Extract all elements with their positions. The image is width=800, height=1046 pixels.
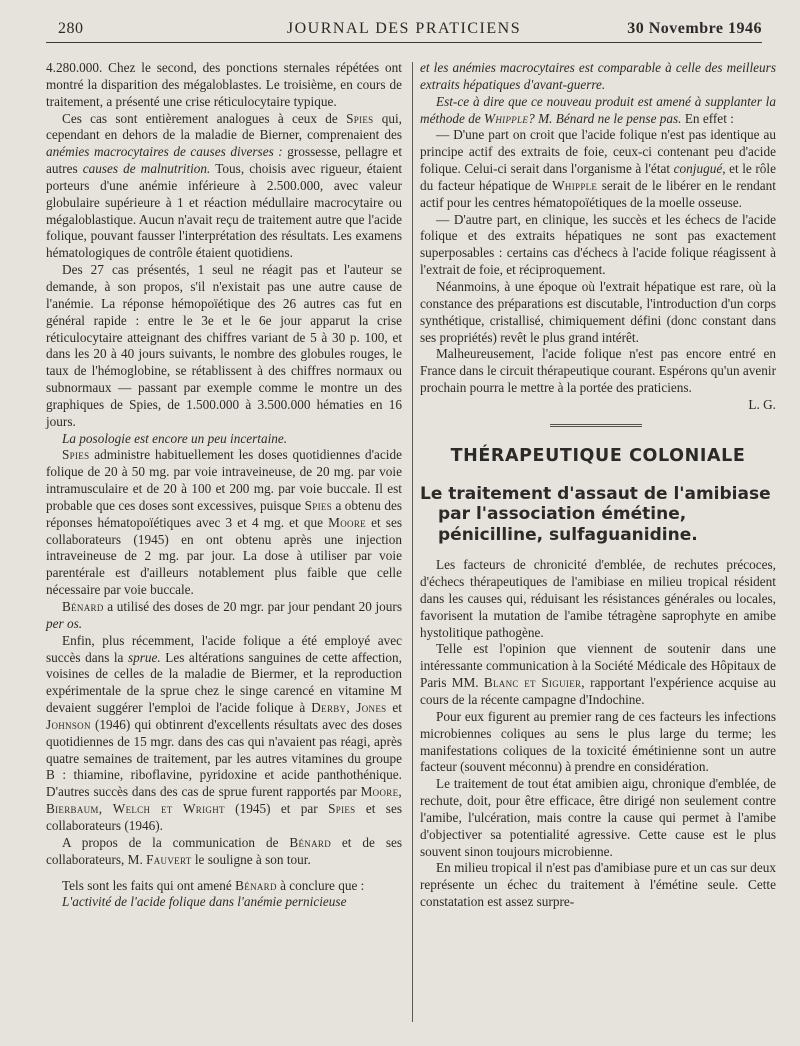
right-column <box>420 60 776 911</box>
author-name: Derby, Jones <box>311 700 387 716</box>
italic-run: et les anémies macrocytaires est comparable à celle des meilleurs extraits hépatiques d'avant-guerre. <box>420 60 776 92</box>
text-run: et le rôle du facteur hépatique de <box>420 161 776 193</box>
paragraph <box>420 641 776 708</box>
author-name: Johnson <box>46 716 91 732</box>
paragraph <box>46 633 402 835</box>
text-run: Néanmoins, à une époque où l'extrait hépatique est rare, où la constance des préparations est discutable, l'introduction d'un corps synthétique, cristallisé, chimiquement défini (donc constant dans ses propriétés) revêt le plus grand intérêt. <box>420 278 776 345</box>
text-run: Telle est l'opinion que viennent de soutenir dans une intéressante communication à la Société Médicale des Hôpitaux de Paris MM. <box>420 641 776 691</box>
paragraph <box>420 212 776 279</box>
italic-run: conjugué, <box>673 161 726 177</box>
author-name: Whipple <box>552 177 598 193</box>
text-run: Tels sont les faits qui ont amené <box>62 877 236 893</box>
text-run: à conclure que : <box>276 877 365 893</box>
italic-run: ? M. Bénard ne le pense pas. <box>528 110 682 126</box>
author-name: Fauvert <box>146 851 192 867</box>
ornament-divider <box>420 418 776 432</box>
paragraph <box>420 776 776 860</box>
left-column <box>46 60 402 911</box>
text-run: et ses collaborateurs (1945) en ont obtenu après une injection intraveineuse de 2 mg. par jour. La dose à utiliser par voie parentérale est d'ailleurs notablement plus faible que celle nécessaire par voie buccale. <box>46 514 403 598</box>
author-name: Bénard <box>289 834 332 850</box>
paragraph <box>46 447 402 599</box>
text-run: 4.280.000. Chez le second, des ponctions sternales répétées ont montré la disparition des mégaloblastes. Le troisième, en cours de traitement, a présenté une crise réticulocytaire typique. <box>46 60 402 109</box>
article-title: Le traitement d'assaut de l'amibiase par l'association émétine, pénicilline, sulfaguanidine. <box>420 483 771 545</box>
text-run: rapportant l'expérience acquise au cours de la récente campagne d'Indochine. <box>420 675 776 707</box>
paragraph <box>420 279 776 346</box>
issue-date: 30 Novembre 1946 <box>627 20 762 37</box>
paragraph <box>46 835 402 869</box>
author-name: Whipple <box>484 110 529 126</box>
text-run: et ses collaborateurs (1946). <box>46 801 402 833</box>
paragraph <box>46 894 402 911</box>
paragraph <box>46 878 402 895</box>
text-run: Les facteurs de chronicité d'emblée, de rechutes précoces, d'échecs thérapeutiques de l'amibiase en milieu tropical résident dans les causes qui, réduisant les résistances générales ou locales, favorisent la mutation de l'amibe tétragène saprophyte en amibe hystolitique pathogène. <box>420 557 776 640</box>
text-run: Enfin, plus récemment, l'acide folique a été employé avec succès dans la <box>46 632 402 665</box>
paragraph <box>46 111 402 263</box>
paragraph <box>420 557 776 641</box>
section-title: THÉRAPEUTIQUE COLONIALE <box>450 445 746 466</box>
paragraph <box>46 599 402 633</box>
text-run: serait de le libérer en le rendant actif pour les centres hématopoïétiques de la moelle osseuse. <box>420 177 776 210</box>
text-run: Ces cas sont entièrement analogues à ceux de <box>62 110 347 126</box>
text-run: En milieu tropical il n'est pas d'amibiase pure et un cas sur deux représente un échec du traitement à l'émétine seule. Cette constatation est assez surpre- <box>420 860 776 910</box>
italic-run: causes de malnutrition. <box>82 161 211 177</box>
text-run: (1946) qui obtinrent d'excellents résultats avec des doses quotidiennes de 15 mgr. dans des cas qui n'avaient pas réagi, après quatre semaines de traitement, par les autres vitamines du groupe B : thiamine, riboflavine, pyridoxine et acide panthothénique. D'autres succès dans des cas de sprue furent rapportés par <box>46 716 402 800</box>
italic-run: L'activité de l'acide folique dans l'anémie pernicieuse <box>62 894 347 910</box>
text-run: et de ses collaborateurs, M. <box>46 834 403 867</box>
italic-run: anémies macrocytaires de causes diverses : <box>46 144 283 160</box>
author-name: Spies <box>328 801 356 817</box>
text-run: qui, cependant en dehors de la maladie de Bierner, comprenaient des <box>46 110 402 143</box>
author-name: Bénard <box>235 877 277 893</box>
text-run: a obtenu des réponses hématopoïétiques avec 3 et 4 mg. et que <box>46 497 402 530</box>
author-name: Moore, Bierbaum, Welch et Wright <box>46 784 402 817</box>
paragraph <box>420 94 776 128</box>
author-name: Spies <box>346 110 374 126</box>
paragraph <box>46 60 402 111</box>
italic-run: per os. <box>46 615 83 631</box>
paragraph <box>420 860 776 911</box>
author-name: Spies <box>304 497 332 513</box>
italic-run: sprue. <box>127 649 161 665</box>
text-run: a utilisé des doses de 20 mgr. par jour pendant 20 jours <box>103 599 402 614</box>
author-name: Moore <box>328 514 366 530</box>
text-run: Tous, choisis avec rigueur, étaient porteurs d'une anémie inférieure à 2.500.000, avec valeur globulaire supérieure à 1 et réaction médullaire macrocytaire ou mégaloblastique. Aucun n'avait reçu de traitement autre que l'acide folique, pouvant fausser l'interprétation des résultats. Les examens hématologiques de contrôle étaient quotidiens. <box>46 161 402 261</box>
author-name: Bénard <box>62 599 104 614</box>
signature: L. G. <box>748 396 776 412</box>
paragraph <box>420 127 776 211</box>
text-run: et <box>386 700 402 716</box>
page-header <box>46 18 762 42</box>
italic-run: La posologie est encore un peu incertaine. <box>62 430 288 446</box>
text-run: Les altérations sanguines de cette affection, voisines de celles de la maladie de Biermer, et la reproduction expérimentale de la sprue chez le singe carencé en vitamine M devaient suggérer l'emploi de l'acide folique à <box>46 649 402 716</box>
author-name: Blanc et Siguier, <box>483 675 585 691</box>
text-run: — D'autre part, en clinique, les succès et les échecs de l'acide folique et des extraits hépatiques ne sont pas exactement superposables : certains cas d'échecs à l'acide folique réagissent à l'extrait de foie, et réciproquement. <box>420 211 776 278</box>
column-divider <box>412 62 413 1022</box>
italic-run: Est-ce à dire que ce nouveau produit est amené à supplanter la méthode de <box>420 93 776 126</box>
text-run: En effet : <box>681 110 734 126</box>
paragraph <box>420 709 776 776</box>
paragraph <box>46 262 402 430</box>
journal-title: JOURNAL DES PRATICIENS <box>286 20 522 37</box>
paragraph <box>420 346 776 397</box>
text-run: A propos de la communication de <box>62 834 290 850</box>
text-run: (1945) et par <box>224 801 329 817</box>
text-run: le souligne à son tour. <box>191 851 311 867</box>
header-rule <box>46 42 762 43</box>
text-run: Pour eux figurent au premier rang de ces facteurs les infections microbiennes coliques au sens le plus large du terme; les manifestations coliques de la toxicité émétinienne sont un autre facteur (souvent méconnu) à prendre en considération. <box>420 708 776 775</box>
text-run: administre habituellement les doses quotidiennes d'acide folique de 20 à 50 mg. par voie intraveineuse, de 20 mg. par voie intramusculaire et de 20 à 100 et 200 mg. par voie buccale. Il est probable que ces doses sont excessives, puisque <box>46 447 402 513</box>
text-run: Malheureusement, l'acide folique n'est pas encore entré en France dans le circuit thérapeutique courant. Espérons qu'un avenir prochain pourra le mettre à la portée des praticiens. <box>420 346 776 396</box>
text-run: Le traitement de tout état amibien aigu, chronique d'emblée, de rechute, doit, pour être efficace, être dirigé non seulement contre l'amibe, l'ulcération, mais contre la cause qui permet à l'amibe d'objectiver sa potentialité agressive. Cette cause est le plus souvent sinon toujours microbienne. <box>420 776 776 859</box>
page-number: 280 <box>58 20 84 37</box>
paragraph <box>46 431 402 448</box>
author-name: Spies <box>62 447 90 463</box>
text-run: — D'une part on croit que l'acide folique n'est pas identique au principe actif des extraits de foie, ceux-ci contenant peu d'acide folique. Celui-ci serait dans l'organisme à l'état <box>420 127 776 177</box>
text-run: grossesse, pellagre et autres <box>46 144 402 177</box>
paragraph <box>420 60 776 94</box>
text-run: Des 27 cas présentés, 1 seul ne réagit pas et l'auteur se demande, à son propos, s'il n'existait pas une autre cause de l'anémie. La réponse hémopoïétique des 26 autres cas fut en général rapide : entre le 3e et le 6e jour apparut la crise réticulocytaire atteignant des chiffres variant de 5 à 30 p. 100, et dans les 20 à 40 jours suivants, le nombre des globules rouges, le taux de l'hémoglobine, se rétablissent à des chiffres normaux ou subnormaux — passant par exemple comme le montre un des graphiques de Spies, de 1.500.000 à 3.500.000 hématies en 16 jours. <box>46 262 402 429</box>
